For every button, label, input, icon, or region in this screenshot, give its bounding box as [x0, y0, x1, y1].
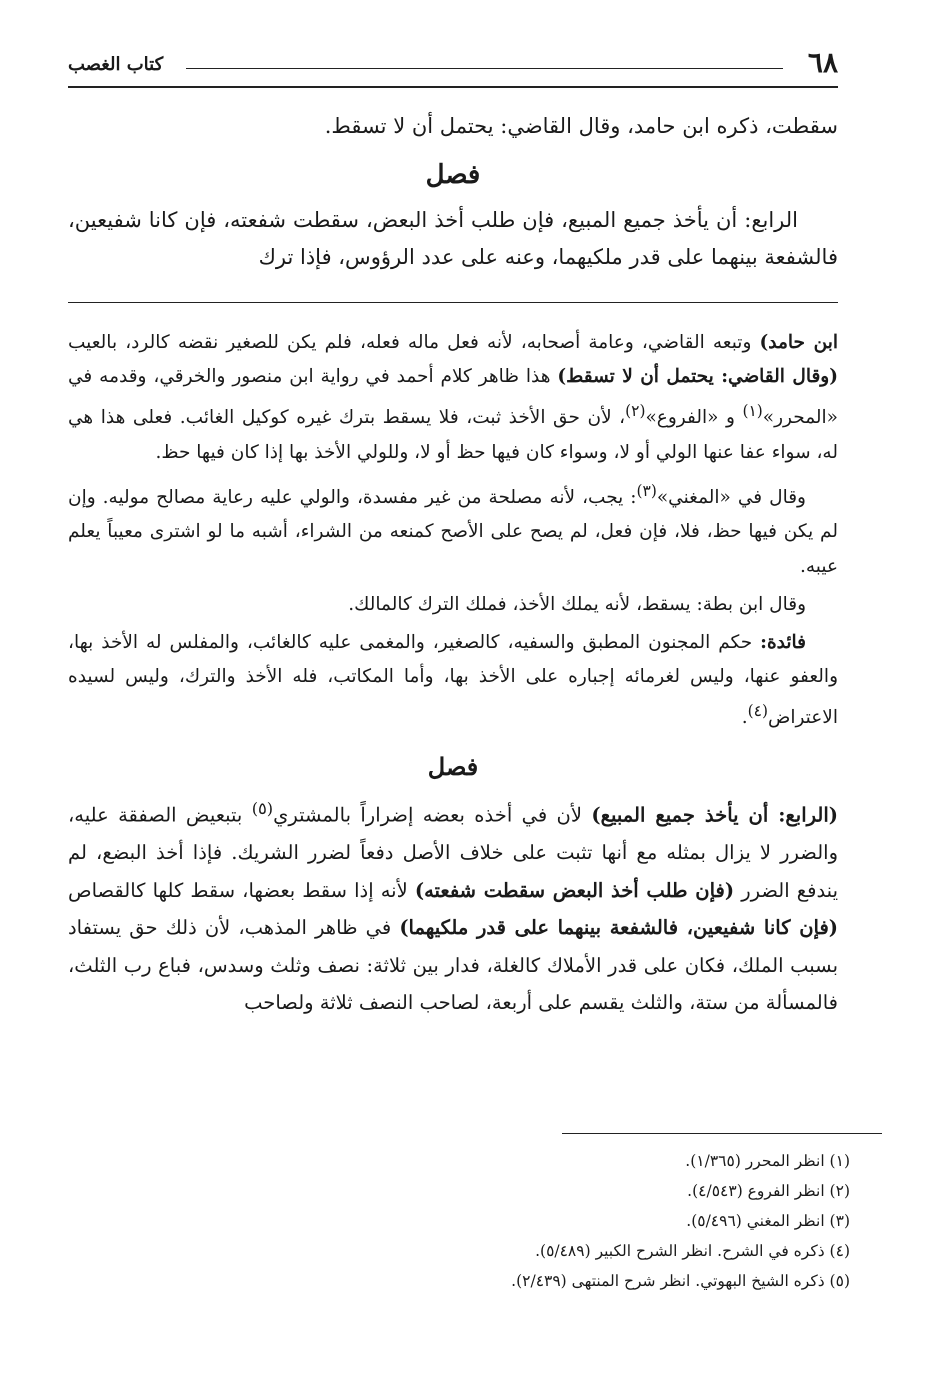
commentary [68, 326, 838, 1026]
commentary-paragraph [68, 626, 838, 736]
commentary-paragraph [68, 326, 838, 470]
matn-line: سقطت، ذكره ابن حامد، وقال القاضي: يحتمل أن لا تسقط. [324, 114, 838, 138]
text-divider [68, 302, 838, 303]
text: و «الفروع» [645, 407, 743, 429]
text: في ظاهر المذهب، لأن ذلك حق يستفاد بسبب الملك، فكان على قدر الأملاك كالغلة، فدار بين ثلاثة: نصف وثلث وسدس، فباع رب الثلث، فالمسألة من ستة، والثلث يقسم على أربعة، لصاحب النصف ثلاثة ولصاحب [68, 916, 838, 1015]
footnote-ref: (٥) [251, 798, 274, 818]
quote: ابن حامد) [759, 332, 838, 353]
text: لأن في أخذه بعضه إضراراً بالمشتري [273, 803, 592, 827]
text: هذا ظاهر كلام أحمد في رواية ابن منصور والخرقي، وقدمه في «المحرر» [68, 366, 838, 429]
text: : يجب، لأنه مصلحة من غير مفسدة، والولي عليه رعاية مصالح موليه. وإن لم يكن فيها حظ، فلا، فإن فعل، لم يصح على الأصح كمنعه من الشراء، أشبه ما لو اشترى معيباً يعلم عيبه. [68, 487, 838, 577]
quote: (فإن طلب أخذ البعض سقطت شفعته) [414, 878, 735, 902]
quote: (الرابع: أن يأخذ جميع المبيع) [591, 803, 838, 827]
section-heading: فصل [427, 751, 479, 781]
text: وتبعه القاضي، وعامة أصحابه، لأنه فعل ماله فعله، فلم يكن للصغير نقضه كالرد، بالعيب [68, 332, 760, 353]
footnote-ref: (٣) [636, 481, 657, 500]
footnote: (٣) انظر المغني (٥/٤٩٦). [686, 1212, 850, 1230]
page-header [68, 44, 838, 88]
footnote: (٤) ذكره في الشرح. انظر الشرح الكبير (٥/٤٨٩). [535, 1242, 850, 1260]
text: ، لأن حق الأخذ ثبت، فلا يسقط بترك غيره كوكيل الغائب. فعلى هذا هي له، سواء عفا عنها الولي أو لا، وسواء كان فيها حظ أو لا، وللولي الأخذ بها إذا كان فيها حظ. [68, 407, 838, 463]
footnote: (١) انظر المحرر (١/٣٦٥). [685, 1152, 850, 1170]
commentary-paragraph [68, 474, 838, 584]
section-heading: فصل [425, 160, 481, 190]
footnote: (٥) ذكره الشيخ البهوتي. انظر شرح المنتهى (٢/٤٣٩). [511, 1272, 850, 1290]
commentary-paragraph [68, 790, 838, 1022]
main-text [68, 108, 838, 276]
footnote-ref: (٤) [747, 702, 768, 721]
running-title: كتاب الغصب [68, 54, 164, 75]
text: بتبعيض الصفقة عليه، والضرر لا يزال بمثله مع أنها تثبت على خلاف الأصل دفعاً لضرر الشريك. فإذا أخذ البضع، لم يندفع الضرر [68, 803, 838, 902]
text: وقال في «المغني» [656, 487, 806, 509]
footnote: (٢) انظر الفروع (٤/٥٤٣). [687, 1182, 850, 1200]
quote: (وقال القاضي: يحتمل أن لا تسقط) [557, 366, 838, 388]
footnote-ref: (٢) [625, 402, 646, 421]
quote: (فإن كانا شفيعين، فالشفعة بينهما على قدر ملكيهما) [399, 916, 839, 940]
header-rule [186, 68, 783, 69]
footnote-rule [562, 1133, 882, 1134]
matn-paragraph: الرابع: أن يأخذ جميع المبيع، فإن طلب أخذ البعض، سقطت شفعته، فإن كانا شفيعين، فالشفعة بينهما على قدر ملكيهما، وعنه على عدد الرؤوس، فإذا ترك [68, 208, 838, 269]
footnote-ref: (١) [742, 402, 763, 421]
commentary-paragraph: وقال ابن بطة: يسقط، لأنه يملك الأخذ، فملك الترك كالمالك. [348, 593, 806, 615]
text: لأنه إذا سقط بعضها، سقط كلها كالقصاص [68, 878, 415, 902]
text: . [741, 707, 748, 729]
footnotes [150, 1146, 850, 1296]
note-label: فائدة: [760, 631, 806, 653]
text: حكم المجنون المطبق والسفيه، كالصغير، والمغمى عليه كالغائب، والمفلس له الأخذ بها، والعفو عنها، وليس لغرمائه إجباره على الأخذ بها، وأما المكاتب، فله الأخذ والترك، وليس لسيده الاعتراض [68, 631, 838, 729]
page-number: ٦٨ [807, 46, 838, 79]
